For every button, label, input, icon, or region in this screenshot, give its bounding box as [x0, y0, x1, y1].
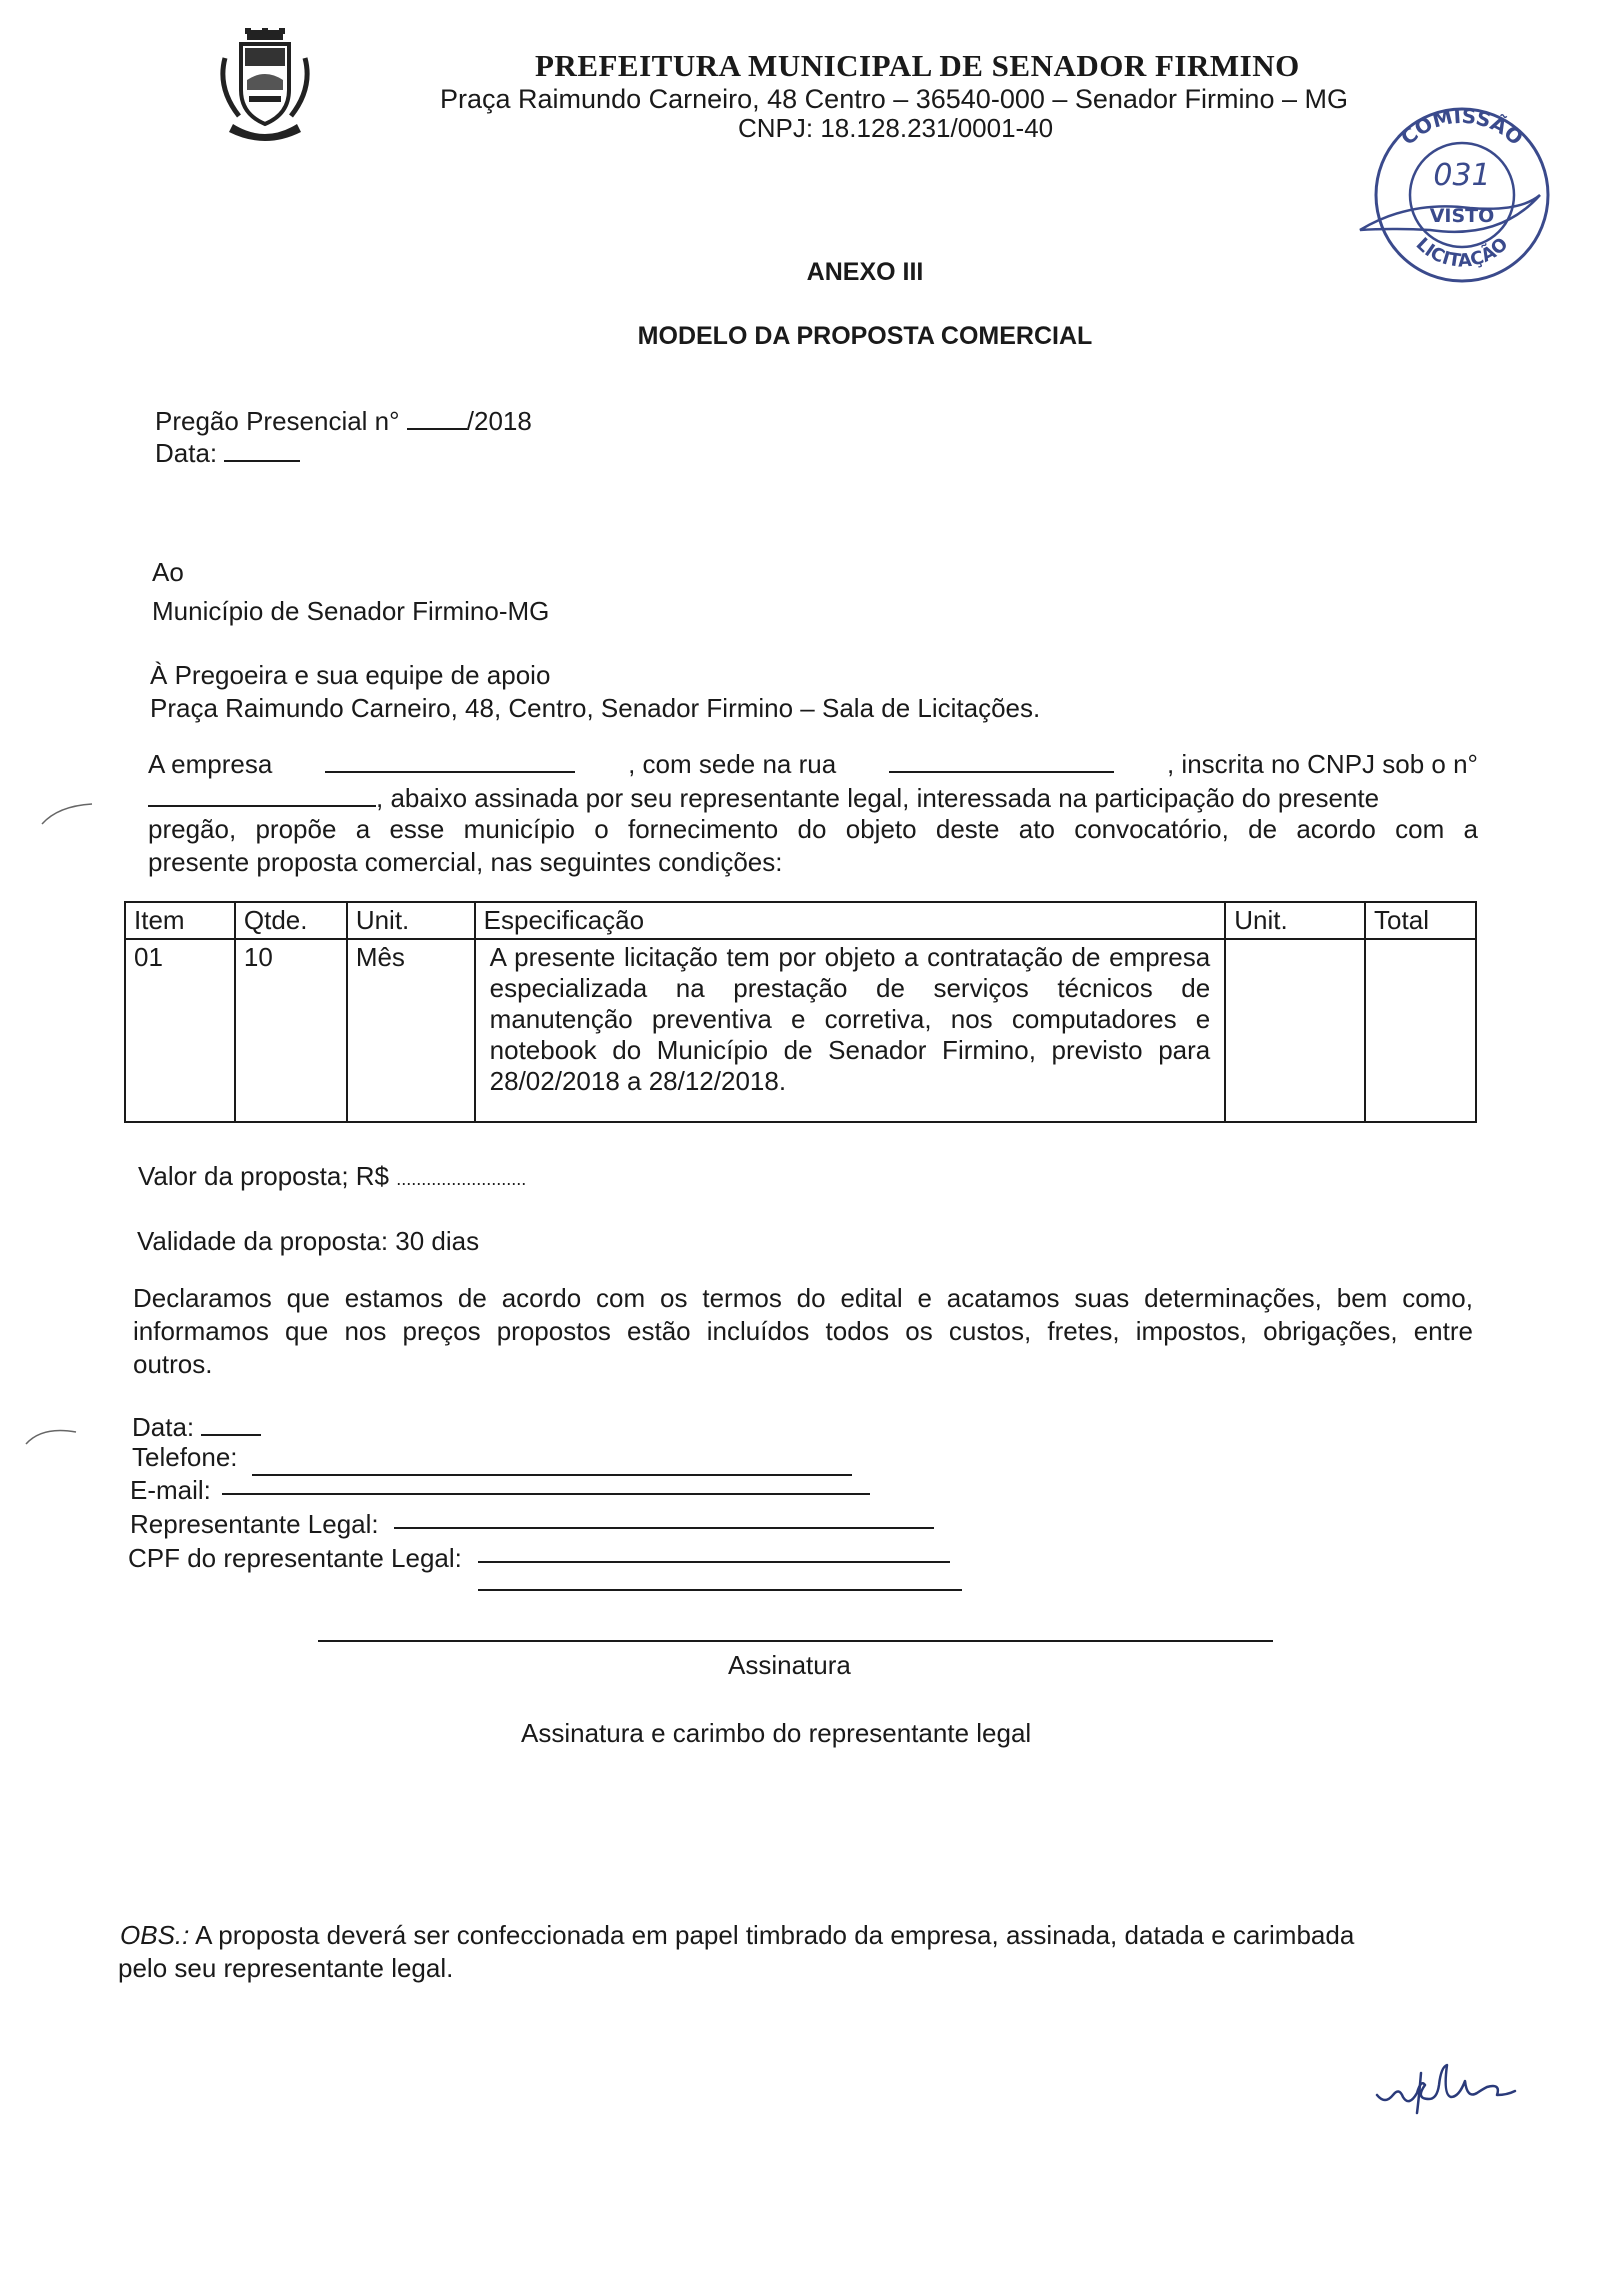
cell-qty: 10 [235, 939, 347, 1122]
cnpj-blank [148, 781, 376, 807]
scan-margin-mark [22, 1420, 82, 1450]
field-date-blank [201, 1410, 261, 1436]
proposal-value-line [138, 1161, 526, 1195]
field-extra-line [478, 1589, 962, 1591]
addressee-line-4: Praça Raimundo Carneiro, 48, Centro, Senador Firmino – Sala de Licitações. [150, 693, 1041, 723]
column-header-unit: Unit. [347, 902, 475, 939]
field-rep [130, 1509, 379, 1540]
column-header-spec: Especificação [475, 902, 1226, 939]
field-date [132, 1410, 261, 1443]
field-date-label: Data: [132, 1412, 195, 1442]
intro-line-1 [148, 747, 1478, 780]
column-header-qty: Qtde. [235, 902, 347, 939]
intro-company-label: A empresa [148, 749, 273, 779]
company-name-blank [325, 747, 575, 773]
intro-line-4: presente proposta comercial, nas seguintes condições: [148, 847, 783, 877]
cell-unit: Mês [347, 939, 475, 1122]
pregao-label: Pregão Presencial n° [155, 406, 400, 436]
field-cpf [128, 1543, 462, 1574]
obs-line-1 [120, 1920, 1354, 1951]
document-title: MODELO DA PROPOSTA COMERCIAL [637, 322, 1093, 350]
proposal-table [124, 901, 1477, 1123]
pregao-line [155, 404, 532, 437]
obs-line-2: pelo seu representante legal. [118, 1953, 454, 1983]
declaration-line-3: outros. [133, 1349, 213, 1379]
reference-date-blank [224, 436, 300, 462]
organization-name: PREFEITURA MUNICIPAL DE SENADOR FIRMINO [535, 48, 1300, 83]
addressee-line-3: À Pregoeira e sua equipe de apoio [150, 660, 551, 690]
pregao-number-blank [407, 404, 467, 430]
reference-date-label: Data: [155, 438, 218, 468]
field-cpf-label: CPF do representante Legal: [128, 1543, 462, 1573]
organization-address: Praça Raimundo Carneiro, 48 Centro – 36540-000 – Senador Firmino – MG [440, 84, 1348, 114]
signature-line [318, 1640, 1273, 1642]
organization-cnpj: CNPJ: 18.128.231/0001-40 [738, 113, 1054, 143]
obs-label: OBS.: [120, 1920, 190, 1950]
field-phone-line [252, 1474, 852, 1476]
addressee-line-1: Ao [152, 557, 184, 587]
intro-line-3: pregão, propõe a esse município o fornecimento do objeto deste ato convocatório, de acordo com a [148, 814, 1478, 844]
scan-margin-mark [38, 800, 98, 830]
intro-street-label: , com sede na rua [628, 749, 837, 779]
proposal-value-dots: .......................... [396, 1169, 527, 1189]
field-phone-label: Telefone: [132, 1442, 238, 1472]
street-blank [889, 747, 1114, 773]
field-rep-label: Representante Legal: [130, 1509, 379, 1539]
proposal-value-label: Valor da proposta; R$ [138, 1161, 389, 1191]
annex-title: ANEXO III [806, 258, 924, 286]
table-row [125, 939, 1476, 1122]
stamp-bottom-text: LICITAÇÃO [1411, 233, 1513, 272]
cell-unit-price [1225, 939, 1365, 1122]
handwritten-initials [1375, 2055, 1545, 2115]
obs-text: A proposta deverá ser confeccionada em papel timbrado da empresa, assinada, datada e carimbada [189, 1920, 1355, 1950]
addressee-line-2: Município de Senador Firmino-MG [152, 596, 550, 626]
signature-caption: Assinatura e carimbo do representante legal [521, 1718, 1032, 1748]
declaration-line-1: Declaramos que estamos de acordo com os termos do edital e acatamos suas determinações, bem como, [133, 1283, 1473, 1313]
column-header-item: Item [125, 902, 235, 939]
field-rep-line [394, 1527, 934, 1529]
declaration-line-2: informamos que nos preços propostos estão incluídos todos os custos, fretes, impostos, obrigações, entre [133, 1316, 1473, 1346]
field-cpf-line [478, 1561, 950, 1563]
field-email-line [222, 1493, 870, 1495]
column-header-unit-price: Unit. [1225, 902, 1365, 939]
stamp-number: 031 [1433, 158, 1491, 193]
cell-total [1365, 939, 1476, 1122]
cell-spec: A presente licitação tem por objeto a contratação de empresa especializada na prestação de serviços técnicos de manutenção preventiva e corretiva, nos computadores e notebook do Município de Senador Firmino, previsto para 28/02/2018 a 28/12/2018. [475, 939, 1226, 1122]
field-phone [132, 1442, 238, 1473]
intro-line-2 [148, 781, 1478, 814]
coat-of-arms-icon [215, 28, 315, 146]
signature-label: Assinatura [728, 1650, 851, 1680]
stamp-top-text: COMISSÃO [1395, 103, 1528, 150]
column-header-total: Total [1365, 902, 1476, 939]
pregao-year: /2018 [466, 406, 532, 436]
cell-item: 01 [125, 939, 235, 1122]
intro-cnpj-label: , inscrita no CNPJ sob o n° [1166, 749, 1478, 779]
table-header-row [125, 902, 1476, 939]
stamp-center-text: VISTO [1429, 205, 1495, 227]
proposal-validity: Validade da proposta: 30 dias [137, 1226, 480, 1256]
field-email-label: E-mail: [130, 1475, 211, 1505]
field-email [130, 1475, 211, 1506]
reference-date-line [155, 436, 300, 469]
intro-line-2-text: , abaixo assinada por seu representante legal, interessada na participação do presente [376, 783, 1380, 813]
